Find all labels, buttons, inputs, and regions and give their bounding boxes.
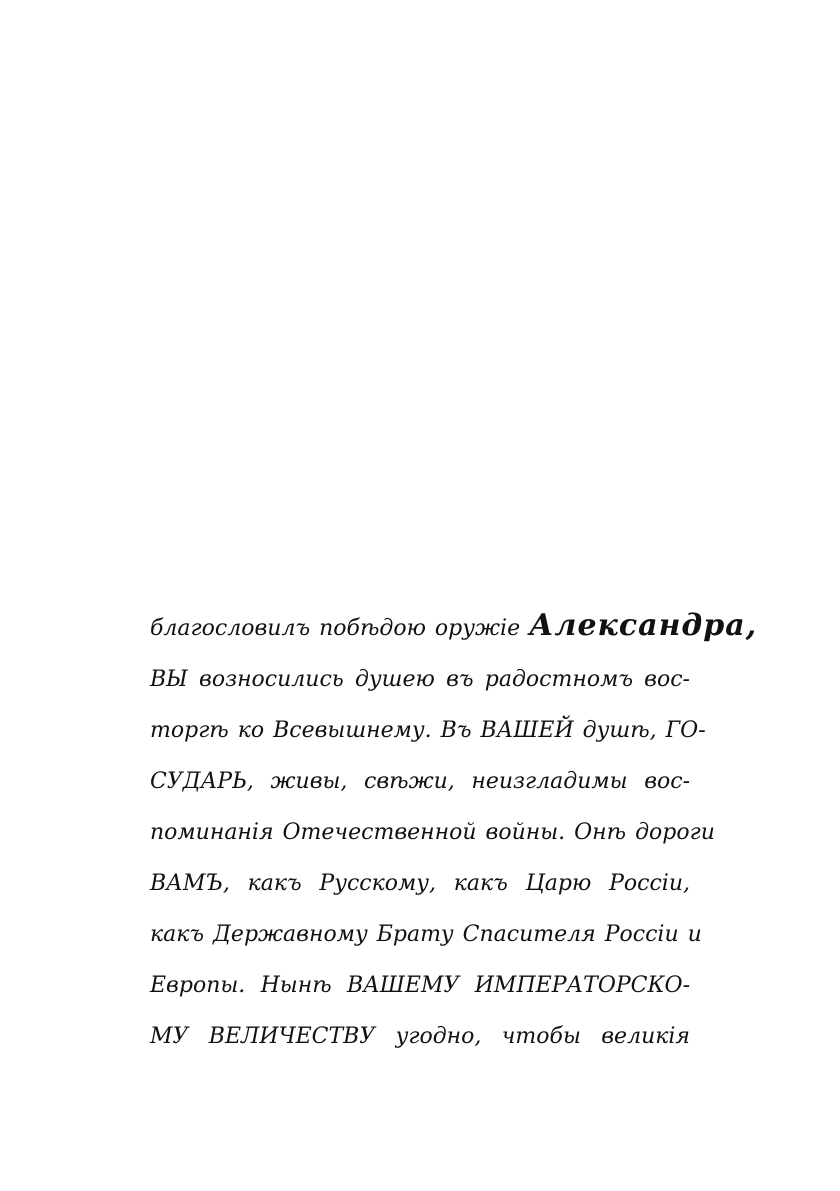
text-line-6: ВАМЪ, какъ Русскому, какъ Царю Россіи,	[150, 871, 690, 896]
text-line-8: Европы. Нынѣ ВАШЕМУ ИМПЕРАТОРСКО-	[150, 973, 690, 998]
text-line-9: МУ ВЕЛИЧЕСТВУ угодно, чтобы великія	[150, 1024, 690, 1049]
text-line-1	[150, 600, 758, 654]
text-line-4: СУДАРЬ, живы, свѣжи, неизгладимы вос-	[150, 769, 690, 794]
text-line-2: ВЫ возносились душею въ радостномъ вос-	[150, 667, 690, 692]
text-line-5: поминанія Отечественной войны. Онѣ дороги	[150, 820, 715, 845]
line-1-start: благословилъ побѣдою оружіе	[150, 616, 530, 641]
emphasized-name: Александра,	[529, 608, 758, 643]
body-text	[150, 600, 758, 1062]
text-line-7: какъ Державному Брату Спасителя Россіи и	[150, 922, 702, 947]
text-line-3: торгѣ ко Всевышнему. Въ ВАШЕЙ душѣ, ГО-	[150, 718, 706, 743]
